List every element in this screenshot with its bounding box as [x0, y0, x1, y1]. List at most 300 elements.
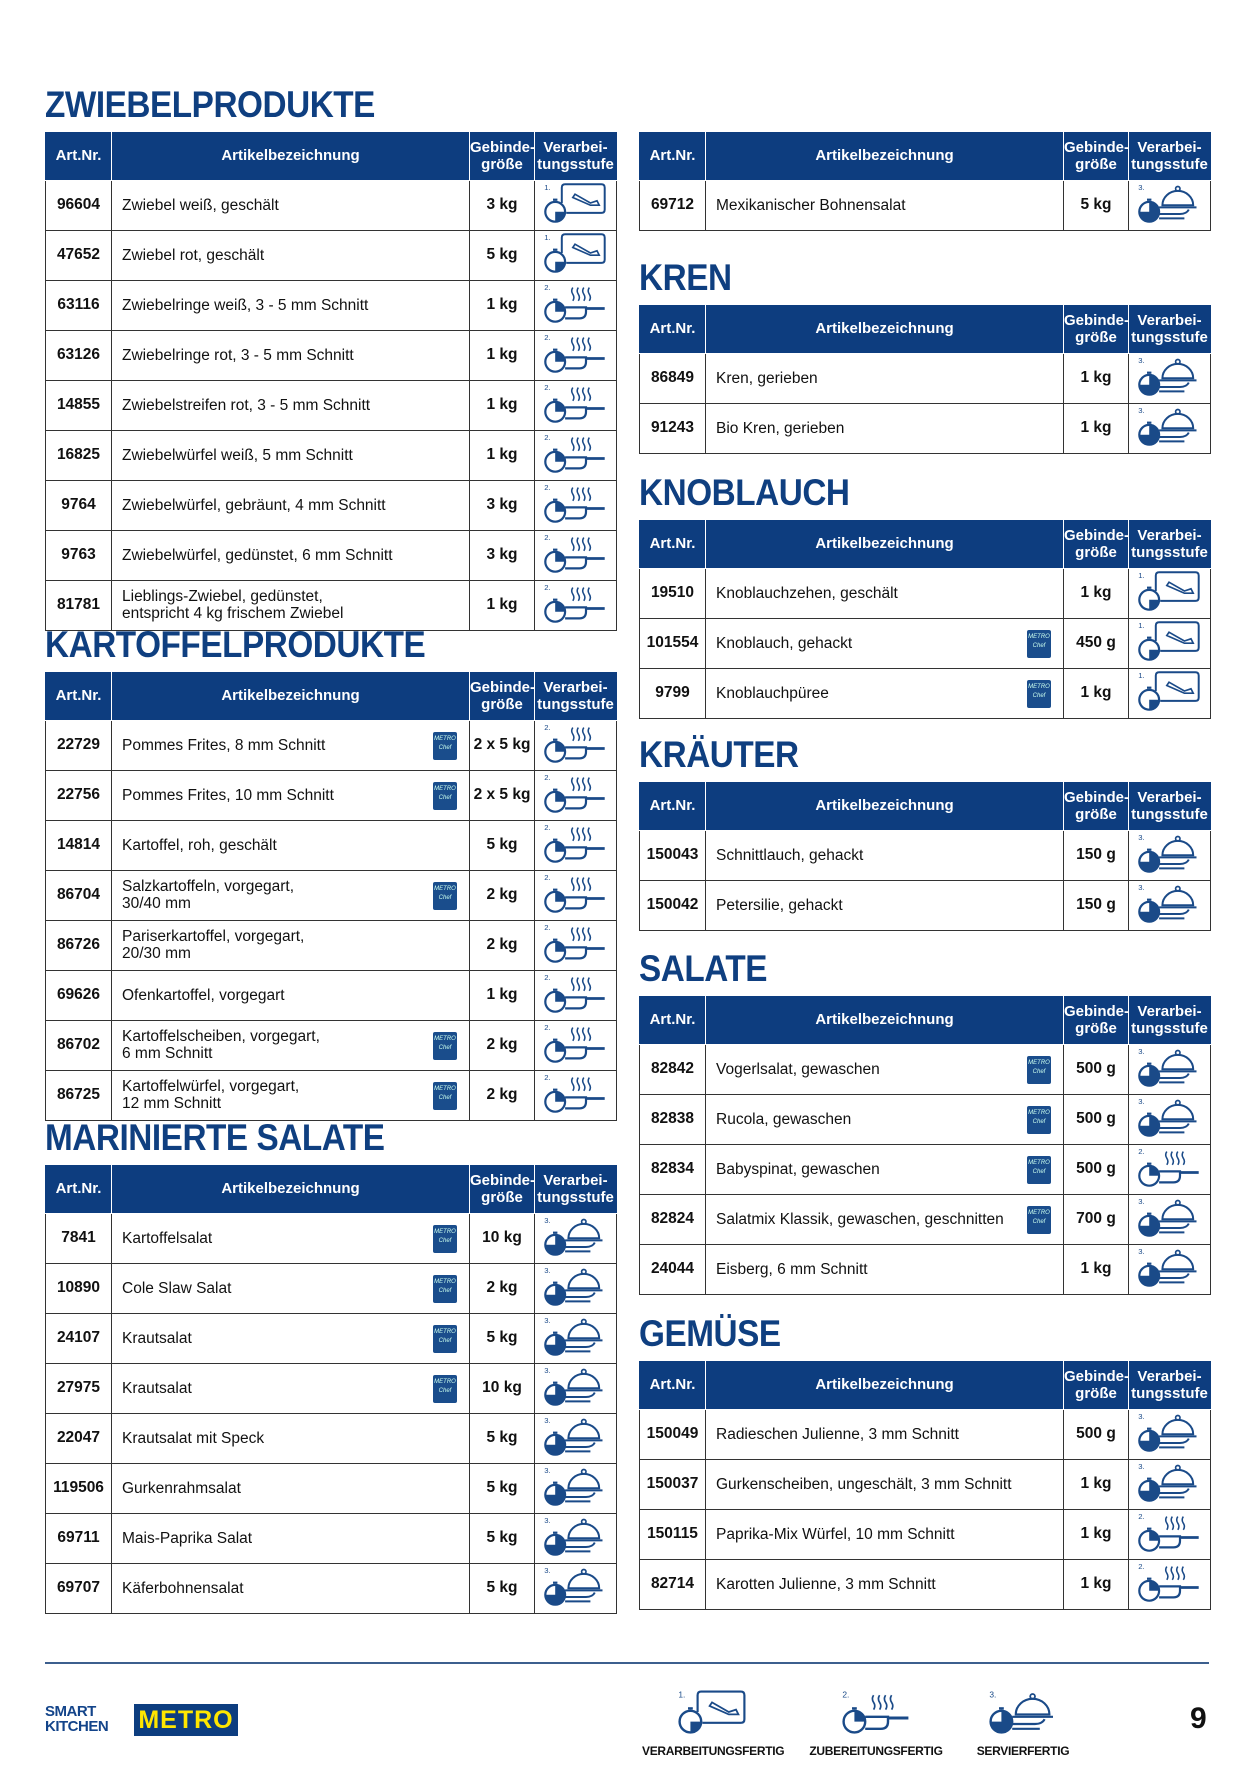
- table-row: [46, 870, 617, 920]
- table-row: [640, 1194, 1211, 1244]
- package-size: 5 kg: [1064, 180, 1129, 230]
- metro-chef-badge: [1027, 1206, 1051, 1234]
- badge-top: METRO: [1028, 1209, 1050, 1216]
- article-name-line: Rucola, gewaschen: [716, 1110, 852, 1128]
- svg-text:3.: 3.: [544, 1265, 551, 1275]
- table-row: [46, 970, 617, 1020]
- processing-stage: [535, 1463, 617, 1513]
- metro-chef-badge: [433, 882, 457, 910]
- article-name-line: Petersilie, gehackt: [716, 896, 843, 914]
- article-number: 82834: [640, 1144, 706, 1194]
- stage-3-icon: [1133, 181, 1205, 225]
- table-row: [46, 920, 617, 970]
- svg-text:3.: 3.: [1138, 1246, 1145, 1256]
- svg-text:2.: 2.: [544, 582, 551, 592]
- package-size: 1 kg: [470, 580, 535, 630]
- package-size: 500 g: [1064, 1044, 1129, 1094]
- article-name-line: Eisberg, 6 mm Schnitt: [716, 1260, 868, 1278]
- product-table: [45, 1165, 617, 1614]
- metro-chef-badge: [433, 1325, 457, 1353]
- table-header-row: [640, 520, 1211, 568]
- legend-label: SERVIERFERTIG: [976, 1744, 1070, 1758]
- table-row: [46, 1213, 617, 1263]
- package-size: 3 kg: [470, 530, 535, 580]
- article-name-line: Zwiebelwürfel, gebräunt, 4 mm Schnitt: [122, 496, 386, 514]
- article-name: [706, 618, 1064, 668]
- smart-logo-line2: KITCHEN: [45, 1718, 109, 1735]
- package-size: 1 kg: [1064, 1459, 1129, 1509]
- package-size: 2 kg: [470, 1020, 535, 1070]
- processing-stage: [535, 1563, 617, 1613]
- section-title: SALATE: [639, 948, 768, 989]
- article-name: [112, 330, 470, 380]
- table-header-row: [46, 132, 617, 180]
- package-size: 2 x 5 kg: [470, 770, 535, 820]
- badge-bottom: Chef: [1032, 1118, 1046, 1125]
- article-number: 150042: [640, 880, 706, 930]
- article-number: 7841: [46, 1213, 112, 1263]
- table-row: [46, 1563, 617, 1613]
- metro-chef-badge: [1027, 1156, 1051, 1184]
- badge-top: METRO: [434, 785, 456, 792]
- svg-text:2.: 2.: [544, 332, 551, 342]
- badge-top: METRO: [1028, 1059, 1050, 1066]
- metro-chef-badge: [1027, 1106, 1051, 1134]
- article-name-line: Pariserkartoffel, vorgegart,: [122, 928, 305, 945]
- package-size: 1 kg: [470, 330, 535, 380]
- header-line: größe: [481, 155, 523, 173]
- header-line: tungsstufe: [1131, 805, 1208, 823]
- metro-chef-badge: [433, 1225, 457, 1253]
- article-name-line: Zwiebel rot, geschält: [122, 246, 265, 264]
- table-row: [640, 1244, 1211, 1294]
- header-artikelbezeichnung: Artikelbezeichnung: [112, 1165, 470, 1213]
- package-size: 150 g: [1064, 830, 1129, 880]
- table-row: [46, 480, 617, 530]
- processing-stage: [1129, 1509, 1211, 1559]
- table-row: [640, 1144, 1211, 1194]
- package-size: 500 g: [1064, 1144, 1129, 1194]
- article-number: 82824: [640, 1194, 706, 1244]
- table-row: [640, 1559, 1211, 1609]
- svg-text:2.: 2.: [544, 772, 551, 782]
- product-table: [45, 672, 617, 1121]
- processing-stage: [535, 1363, 617, 1413]
- article-number: 91243: [640, 403, 706, 453]
- table-row: [640, 180, 1211, 230]
- header-art-nr: Art.Nr.: [46, 1165, 112, 1213]
- header-line: Verarbei-: [1137, 311, 1202, 329]
- header-line: Gebinde-: [1064, 1367, 1130, 1385]
- table-row: [640, 618, 1211, 668]
- article-number: 69626: [46, 970, 112, 1020]
- badge-top: METRO: [434, 1035, 456, 1042]
- table-row: [46, 770, 617, 820]
- package-size: 150 g: [1064, 880, 1129, 930]
- article-name-line: 12 mm Schnitt: [122, 1095, 222, 1112]
- article-name-line: Radieschen Julienne, 3 mm Schnitt: [716, 1425, 959, 1443]
- table-row: [640, 668, 1211, 718]
- header-line: Gebinde-: [1064, 526, 1130, 544]
- processing-stage: [1129, 403, 1211, 453]
- svg-text:3.: 3.: [1138, 1046, 1145, 1056]
- header-gebindegroesse: [470, 1165, 535, 1213]
- article-name-line: Pommes Frites, 10 mm Schnitt: [122, 786, 334, 804]
- article-name-line: Ofenkartoffel, vorgegart: [122, 986, 285, 1004]
- article-name: [706, 180, 1064, 230]
- footer-divider: [45, 1662, 1209, 1664]
- header-gebindegroesse: [1064, 782, 1129, 830]
- svg-text:3.: 3.: [544, 1365, 551, 1375]
- legend-verarbeitungsfertig: [642, 1688, 785, 1758]
- badge-top: METRO: [434, 1328, 456, 1335]
- article-name-line: Bio Kren, gerieben: [716, 419, 845, 437]
- section-title: KNOBLAUCH: [639, 472, 850, 513]
- svg-text:1.: 1.: [678, 1689, 686, 1700]
- stage-2-icon: [539, 921, 611, 965]
- article-number: 150043: [640, 830, 706, 880]
- header-artikelbezeichnung: Artikelbezeichnung: [706, 996, 1064, 1044]
- processing-stage: [535, 480, 617, 530]
- processing-stage: [1129, 668, 1211, 718]
- table-row: [640, 568, 1211, 618]
- processing-stage: [1129, 180, 1211, 230]
- article-name: [112, 1263, 470, 1313]
- header-artikelbezeichnung: Artikelbezeichnung: [706, 520, 1064, 568]
- stage-3-icon: [1133, 881, 1205, 925]
- svg-text:1.: 1.: [544, 182, 551, 192]
- stage-2-icon: [539, 1021, 611, 1065]
- processing-stage: [535, 1513, 617, 1563]
- svg-text:1.: 1.: [1138, 620, 1145, 630]
- article-name: [112, 820, 470, 870]
- stage-2-icon: [539, 721, 611, 765]
- package-size: 5 kg: [470, 820, 535, 870]
- header-line: größe: [481, 1188, 523, 1206]
- article-name-line: Käferbohnensalat: [122, 1579, 244, 1597]
- metro-chef-badge: [1027, 630, 1051, 658]
- package-size: 1 kg: [1064, 568, 1129, 618]
- table-row: [640, 1094, 1211, 1144]
- article-name-line: Zwiebelwürfel, gedünstet, 6 mm Schnitt: [122, 546, 393, 564]
- header-artikelbezeichnung: Artikelbezeichnung: [112, 672, 470, 720]
- header-line: tungsstufe: [1131, 1019, 1208, 1037]
- badge-bottom: Chef: [1032, 692, 1046, 699]
- table-row: [46, 720, 617, 770]
- section-kartoffelprodukte: [45, 613, 616, 1121]
- header-verarbeitungsstufe: [535, 1165, 617, 1213]
- article-name: [112, 770, 470, 820]
- header-line: größe: [1075, 328, 1117, 346]
- table-header-row: [640, 132, 1211, 180]
- header-line: Gebinde-: [470, 138, 536, 156]
- article-number: 82714: [640, 1559, 706, 1609]
- header-verarbeitungsstufe: [535, 132, 617, 180]
- article-name: [706, 880, 1064, 930]
- badge-bottom: Chef: [438, 1387, 452, 1394]
- package-size: 500 g: [1064, 1094, 1129, 1144]
- stage-2-icon: [1133, 1145, 1205, 1189]
- metro-chef-badge: [1027, 1056, 1051, 1084]
- header-artikelbezeichnung: Artikelbezeichnung: [112, 132, 470, 180]
- stage-3-icon: [1133, 404, 1205, 448]
- header-line: tungsstufe: [1131, 155, 1208, 173]
- article-name: [706, 1559, 1064, 1609]
- stage-2-icon: [539, 871, 611, 915]
- header-line: tungsstufe: [1131, 543, 1208, 561]
- article-number: 86849: [640, 353, 706, 403]
- section-title: GEMÜSE: [639, 1313, 781, 1354]
- article-number: 81781: [46, 580, 112, 630]
- header-line: Verarbei-: [543, 138, 608, 156]
- section-kren: [639, 235, 1210, 454]
- header-art-nr: Art.Nr.: [640, 782, 706, 830]
- svg-text:3.: 3.: [1138, 1411, 1145, 1421]
- badge-bottom: Chef: [438, 894, 452, 901]
- header-art-nr: Art.Nr.: [640, 996, 706, 1044]
- package-size: 2 x 5 kg: [470, 720, 535, 770]
- table-header-row: [640, 782, 1211, 830]
- svg-text:2.: 2.: [544, 282, 551, 292]
- article-name-line: Mais-Paprika Salat: [122, 1529, 253, 1547]
- table-row: [640, 830, 1211, 880]
- stage-3-icon: [1133, 1245, 1205, 1289]
- svg-text:3.: 3.: [1138, 182, 1145, 192]
- badge-bottom: Chef: [1032, 1068, 1046, 1075]
- header-line: tungsstufe: [537, 695, 614, 713]
- header-verarbeitungsstufe: [1129, 1361, 1211, 1409]
- processing-stage: [1129, 1244, 1211, 1294]
- processing-stage: [535, 330, 617, 380]
- article-name-line: Kartoffelscheiben, vorgegart,: [122, 1028, 320, 1045]
- processing-stage: [535, 1313, 617, 1363]
- table-row: [640, 1409, 1211, 1459]
- processing-stage: [535, 720, 617, 770]
- article-name-line: Schnittlauch, gehackt: [716, 846, 864, 864]
- header-artikelbezeichnung: Artikelbezeichnung: [706, 1361, 1064, 1409]
- header-gebindegroesse: [1064, 520, 1129, 568]
- header-verarbeitungsstufe: [535, 672, 617, 720]
- article-name-line: Vogerlsalat, gewaschen: [716, 1060, 880, 1078]
- article-name: [112, 430, 470, 480]
- package-size: 2 kg: [470, 1263, 535, 1313]
- article-name-line: Babyspinat, gewaschen: [716, 1160, 880, 1178]
- article-name-line: Krautsalat: [122, 1329, 192, 1347]
- package-size: 450 g: [1064, 618, 1129, 668]
- svg-text:2.: 2.: [544, 482, 551, 492]
- svg-text:3.: 3.: [544, 1415, 551, 1425]
- header-artikelbezeichnung: Artikelbezeichnung: [706, 305, 1064, 353]
- svg-text:3.: 3.: [544, 1465, 551, 1475]
- stage-2-icon: [539, 971, 611, 1015]
- article-name-line: Krautsalat: [122, 1379, 192, 1397]
- article-number: 22729: [46, 720, 112, 770]
- header-art-nr: Art.Nr.: [46, 672, 112, 720]
- processing-stage: [535, 1213, 617, 1263]
- article-name-line: Mexikanischer Bohnensalat: [716, 196, 906, 214]
- article-name: [112, 1313, 470, 1363]
- article-name-line: Lieblings-Zwiebel, gedünstet,: [122, 588, 323, 605]
- article-name-line: 20/30 mm: [122, 945, 191, 962]
- table-row: [640, 1044, 1211, 1094]
- header-art-nr: Art.Nr.: [46, 132, 112, 180]
- section-title: MARINIERTE SALATE: [45, 1117, 385, 1158]
- header-line: größe: [481, 695, 523, 713]
- table-row: [46, 430, 617, 480]
- stage-1-icon: [1133, 569, 1205, 613]
- legend-servierfertig: [953, 1688, 1093, 1758]
- article-number: 86704: [46, 870, 112, 920]
- svg-text:2.: 2.: [544, 872, 551, 882]
- svg-text:3.: 3.: [544, 1315, 551, 1325]
- processing-stage: [535, 1263, 617, 1313]
- header-line: Gebinde-: [1064, 788, 1130, 806]
- product-table: [45, 132, 617, 631]
- package-size: 700 g: [1064, 1194, 1129, 1244]
- stage-1-icon: [539, 231, 611, 275]
- article-number: 96604: [46, 180, 112, 230]
- stage-1-icon: [676, 1688, 748, 1736]
- package-size: 1 kg: [470, 280, 535, 330]
- article-name-line: 30/40 mm: [122, 895, 191, 912]
- processing-stage: [535, 430, 617, 480]
- product-table: [639, 1361, 1211, 1610]
- table-row: [640, 403, 1211, 453]
- badge-bottom: Chef: [438, 794, 452, 801]
- article-name-line: Zwiebel weiß, geschält: [122, 196, 279, 214]
- header-line: Verarbei-: [1137, 1002, 1202, 1020]
- article-name-line: Gurkenscheiben, ungeschält, 3 mm Schnitt: [716, 1475, 1012, 1493]
- header-gebindegroesse: [1064, 305, 1129, 353]
- badge-bottom: Chef: [438, 744, 452, 751]
- article-name: [112, 1413, 470, 1463]
- package-size: 3 kg: [470, 480, 535, 530]
- smart-kitchen-logo: [45, 1704, 108, 1734]
- stage-3-icon: [539, 1364, 611, 1408]
- badge-top: METRO: [434, 1278, 456, 1285]
- article-name: [112, 1563, 470, 1613]
- article-name: [706, 1044, 1064, 1094]
- header-line: Verarbei-: [543, 678, 608, 696]
- metro-chef-badge: [433, 732, 457, 760]
- badge-bottom: Chef: [438, 1094, 452, 1101]
- article-name-line: Zwiebelstreifen rot, 3 - 5 mm Schnitt: [122, 396, 371, 414]
- svg-text:2.: 2.: [544, 722, 551, 732]
- header-line: Gebinde-: [470, 678, 536, 696]
- processing-stage: [1129, 1459, 1211, 1509]
- processing-stage: [535, 870, 617, 920]
- processing-stage: [1129, 568, 1211, 618]
- package-size: 5 kg: [470, 230, 535, 280]
- article-name: [706, 1094, 1064, 1144]
- header-line: tungsstufe: [537, 1188, 614, 1206]
- article-name: [706, 1509, 1064, 1559]
- article-name: [706, 1194, 1064, 1244]
- metro-chef-badge: [433, 1275, 457, 1303]
- metro-chef-badge: [433, 1032, 457, 1060]
- package-size: 1 kg: [1064, 1559, 1129, 1609]
- article-number: 47652: [46, 230, 112, 280]
- package-size: 2 kg: [470, 1070, 535, 1120]
- badge-top: METRO: [434, 1228, 456, 1235]
- product-table: [639, 520, 1211, 719]
- processing-stage: [1129, 1409, 1211, 1459]
- processing-stage: [535, 280, 617, 330]
- package-size: 1 kg: [1064, 353, 1129, 403]
- table-row: [46, 1513, 617, 1563]
- table-header-row: [46, 672, 617, 720]
- article-name-line: Knoblauchpüree: [716, 684, 829, 702]
- package-size: 5 kg: [470, 1563, 535, 1613]
- svg-text:2.: 2.: [1138, 1146, 1145, 1156]
- header-gebindegroesse: [470, 132, 535, 180]
- header-gebindegroesse: [1064, 996, 1129, 1044]
- header-verarbeitungsstufe: [1129, 782, 1211, 830]
- header-verarbeitungsstufe: [1129, 132, 1211, 180]
- processing-stage: [1129, 1044, 1211, 1094]
- header-line: tungsstufe: [537, 155, 614, 173]
- stage-3-icon: [539, 1564, 611, 1608]
- stage-3-icon: [1133, 831, 1205, 875]
- section-zwiebelprodukte: [45, 73, 616, 631]
- badge-top: METRO: [1028, 1109, 1050, 1116]
- article-name-line: Pommes Frites, 8 mm Schnitt: [122, 736, 326, 754]
- article-name: [706, 1459, 1064, 1509]
- article-name: [112, 530, 470, 580]
- article-name: [112, 180, 470, 230]
- article-name-line: Kartoffelwürfel, vorgegart,: [122, 1078, 300, 1095]
- table-header-row: [640, 1361, 1211, 1409]
- stage-2-icon: [539, 531, 611, 575]
- header-art-nr: Art.Nr.: [640, 305, 706, 353]
- header-verarbeitungsstufe: [1129, 305, 1211, 353]
- stage-1-icon: [539, 181, 611, 225]
- article-name-line: Zwiebelwürfel weiß, 5 mm Schnitt: [122, 446, 353, 464]
- package-size: 500 g: [1064, 1409, 1129, 1459]
- header-line: größe: [1075, 805, 1117, 823]
- article-number: 150049: [640, 1409, 706, 1459]
- stage-3-icon: [539, 1514, 611, 1558]
- svg-text:1.: 1.: [1138, 670, 1145, 680]
- package-size: 1 kg: [1064, 668, 1129, 718]
- article-name-line: Cole Slaw Salat: [122, 1279, 232, 1297]
- article-number: 14814: [46, 820, 112, 870]
- svg-text:3.: 3.: [1138, 1461, 1145, 1471]
- table-header-row: [640, 996, 1211, 1044]
- article-number: 69707: [46, 1563, 112, 1613]
- badge-bottom: Chef: [438, 1044, 452, 1051]
- processing-stage: [535, 530, 617, 580]
- table-row: [46, 330, 617, 380]
- badge-top: METRO: [434, 735, 456, 742]
- article-name-line: 6 mm Schnitt: [122, 1045, 213, 1062]
- stage-3-icon: [1133, 1410, 1205, 1454]
- stage-2-icon: [539, 331, 611, 375]
- article-number: 16825: [46, 430, 112, 480]
- article-number: 27975: [46, 1363, 112, 1413]
- processing-stage: [1129, 353, 1211, 403]
- header-line: Gebinde-: [1064, 1002, 1130, 1020]
- package-size: 1 kg: [470, 970, 535, 1020]
- svg-text:2.: 2.: [544, 1022, 551, 1032]
- article-number: 63126: [46, 330, 112, 380]
- stage-3-icon: [987, 1688, 1059, 1736]
- stage-2-icon: [539, 381, 611, 425]
- stage-3-icon: [539, 1214, 611, 1258]
- article-name: [112, 480, 470, 530]
- badge-top: METRO: [434, 885, 456, 892]
- stage-2-icon: [539, 821, 611, 865]
